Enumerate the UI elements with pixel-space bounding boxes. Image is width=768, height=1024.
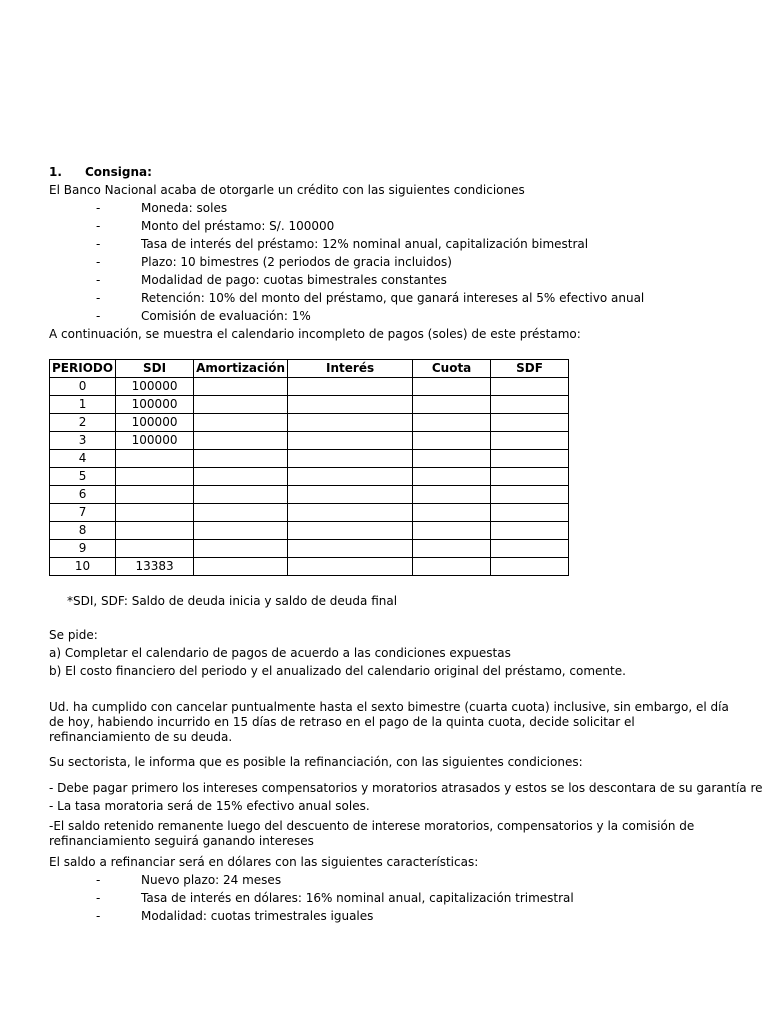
cell-sdf <box>491 468 569 486</box>
cell-periodo: 6 <box>50 486 116 504</box>
refi-condition: - La tasa moratoria será de 15% efectivo anual soles. <box>49 799 370 813</box>
cell-sdf <box>491 504 569 522</box>
header-periodo: PERIODO <box>50 360 116 378</box>
refi-condition: - Debe pagar primero los intereses compensatorios y moratorios atrasados y estos se los descontara de su garantía re <box>49 781 763 795</box>
list-item <box>49 871 739 889</box>
list-item <box>49 271 739 289</box>
header-interes: Interés <box>288 360 413 378</box>
table-row <box>50 450 569 468</box>
cell-interes <box>288 396 413 414</box>
cell-sdf <box>491 396 569 414</box>
se-pide-label: Se pide: <box>49 628 98 642</box>
cell-periodo: 7 <box>50 504 116 522</box>
bullet-dash: - <box>96 909 101 923</box>
cell-sdf <box>491 414 569 432</box>
cell-cuota <box>413 468 491 486</box>
cell-sdf <box>491 486 569 504</box>
condition-text: Plazo: 10 bimestres (2 periodos de gracia incluidos) <box>141 255 452 269</box>
cell-periodo: 1 <box>50 396 116 414</box>
cell-amortizacion <box>194 378 288 396</box>
cell-interes <box>288 558 413 576</box>
list-item <box>49 907 739 925</box>
cell-sdi: 13383 <box>116 558 194 576</box>
cell-cuota <box>413 414 491 432</box>
cell-sdf <box>491 558 569 576</box>
table-row <box>50 504 569 522</box>
cell-periodo: 4 <box>50 450 116 468</box>
cell-sdf <box>491 432 569 450</box>
cell-sdi: 100000 <box>116 414 194 432</box>
cell-sdf <box>491 378 569 396</box>
cell-interes <box>288 540 413 558</box>
cell-periodo: 5 <box>50 468 116 486</box>
cell-amortizacion <box>194 450 288 468</box>
table-row <box>50 486 569 504</box>
intro-text: El Banco Nacional acaba de otorgarle un crédito con las siguientes condiciones <box>49 183 525 197</box>
list-item <box>49 307 739 325</box>
cell-interes <box>288 486 413 504</box>
cell-cuota <box>413 540 491 558</box>
bullet-dash: - <box>96 219 101 233</box>
conditions-list <box>49 199 739 325</box>
table-row <box>50 468 569 486</box>
scenario-paragraph: Ud. ha cumplido con cancelar puntualmente hasta el sexto bimestre (cuarta cuota) inclusive, sin embargo, el día de hoy, habiendo incurrido en 15 días de retraso en el pago de la quinta cuota, decide solicitar el refinanciamiento de su deuda. <box>49 700 729 744</box>
cell-sdi <box>116 540 194 558</box>
cell-interes <box>288 522 413 540</box>
cell-cuota <box>413 486 491 504</box>
cell-sdi <box>116 504 194 522</box>
table-row <box>50 396 569 414</box>
bullet-dash: - <box>96 273 101 287</box>
table-row <box>50 432 569 450</box>
cell-interes <box>288 432 413 450</box>
document-page <box>49 163 763 925</box>
cell-sdi: 100000 <box>116 432 194 450</box>
table-footnote: *SDI, SDF: Saldo de deuda inicia y saldo de deuda final <box>67 594 398 608</box>
condition-text: Modalidad de pago: cuotas bimestrales constantes <box>141 273 447 287</box>
header-cuota: Cuota <box>413 360 491 378</box>
cell-sdi <box>116 468 194 486</box>
bullet-dash: - <box>96 201 101 215</box>
bullet-dash: - <box>96 873 101 887</box>
bullet-dash: - <box>96 891 101 905</box>
cell-sdi: 100000 <box>116 396 194 414</box>
cell-periodo: 0 <box>50 378 116 396</box>
cell-periodo: 3 <box>50 432 116 450</box>
list-item <box>49 235 739 253</box>
table-row <box>50 540 569 558</box>
table-row <box>50 414 569 432</box>
table-row <box>50 378 569 396</box>
header-amortizacion: Amortización <box>194 360 288 378</box>
cell-amortizacion <box>194 522 288 540</box>
list-item <box>49 253 739 271</box>
header-sdf: SDF <box>491 360 569 378</box>
cell-cuota <box>413 504 491 522</box>
table-header-row <box>50 360 569 378</box>
cell-interes <box>288 468 413 486</box>
cell-cuota <box>413 558 491 576</box>
saldo-intro: El saldo a refinanciar será en dólares con las siguientes características: <box>49 855 479 869</box>
term-text: Modalidad: cuotas trimestrales iguales <box>141 909 374 923</box>
header-sdi: SDI <box>116 360 194 378</box>
bullet-dash: - <box>96 255 101 269</box>
bullet-dash: - <box>96 309 101 323</box>
list-item <box>49 199 739 217</box>
cell-periodo: 9 <box>50 540 116 558</box>
cell-cuota <box>413 522 491 540</box>
cell-interes <box>288 450 413 468</box>
cell-periodo: 10 <box>50 558 116 576</box>
cell-periodo: 8 <box>50 522 116 540</box>
cell-sdi <box>116 522 194 540</box>
cell-interes <box>288 414 413 432</box>
cell-amortizacion <box>194 396 288 414</box>
cell-amortizacion <box>194 558 288 576</box>
cell-sdf <box>491 450 569 468</box>
cell-cuota <box>413 378 491 396</box>
cell-sdi <box>116 486 194 504</box>
table-body <box>50 378 569 576</box>
refi-condition: -El saldo retenido remanente luego del descuento de interese moratorios, compensatorios y la comisión de refinanciamiento seguirá ganando intereses <box>49 819 695 848</box>
condition-text: Retención: 10% del monto del préstamo, que ganará intereses al 5% efectivo anual <box>141 291 645 305</box>
section-number: 1. <box>49 165 62 179</box>
cell-sdf <box>491 540 569 558</box>
condition-text: Monto del préstamo: S/. 100000 <box>141 219 335 233</box>
condition-text: Comisión de evaluación: 1% <box>141 309 311 323</box>
cell-amortizacion <box>194 414 288 432</box>
list-item <box>49 289 739 307</box>
condition-text: Tasa de interés del préstamo: 12% nominal anual, capitalización bimestral <box>141 237 589 251</box>
new-terms-list <box>49 871 739 925</box>
cell-sdi: 100000 <box>116 378 194 396</box>
section-heading <box>49 163 739 181</box>
cell-sdi <box>116 450 194 468</box>
cell-amortizacion <box>194 504 288 522</box>
payment-calendar-table <box>49 359 569 576</box>
cell-amortizacion <box>194 486 288 504</box>
sectorista-text: Su sectorista, le informa que es posible la refinanciación, con las siguientes condiciones: <box>49 755 583 769</box>
term-text: Tasa de interés en dólares: 16% nominal anual, capitalización trimestral <box>141 891 574 905</box>
task-item: b) El costo financiero del periodo y el anualizado del calendario original del préstamo, comente. <box>49 664 626 678</box>
calendar-intro: A continuación, se muestra el calendario incompleto de pagos (soles) de este préstamo: <box>49 327 581 341</box>
table-row <box>50 558 569 576</box>
cell-cuota <box>413 432 491 450</box>
cell-sdf <box>491 522 569 540</box>
section-title: Consigna: <box>85 165 152 179</box>
bullet-dash: - <box>96 237 101 251</box>
list-item <box>49 889 739 907</box>
table-row <box>50 522 569 540</box>
cell-amortizacion <box>194 468 288 486</box>
cell-periodo: 2 <box>50 414 116 432</box>
cell-cuota <box>413 450 491 468</box>
cell-interes <box>288 378 413 396</box>
cell-amortizacion <box>194 432 288 450</box>
task-item: a) Completar el calendario de pagos de acuerdo a las condiciones expuestas <box>49 646 511 660</box>
list-item <box>49 217 739 235</box>
cell-cuota <box>413 396 491 414</box>
term-text: Nuevo plazo: 24 meses <box>141 873 282 887</box>
cell-interes <box>288 504 413 522</box>
bullet-dash: - <box>96 291 101 305</box>
condition-text: Moneda: soles <box>141 201 228 215</box>
cell-amortizacion <box>194 540 288 558</box>
